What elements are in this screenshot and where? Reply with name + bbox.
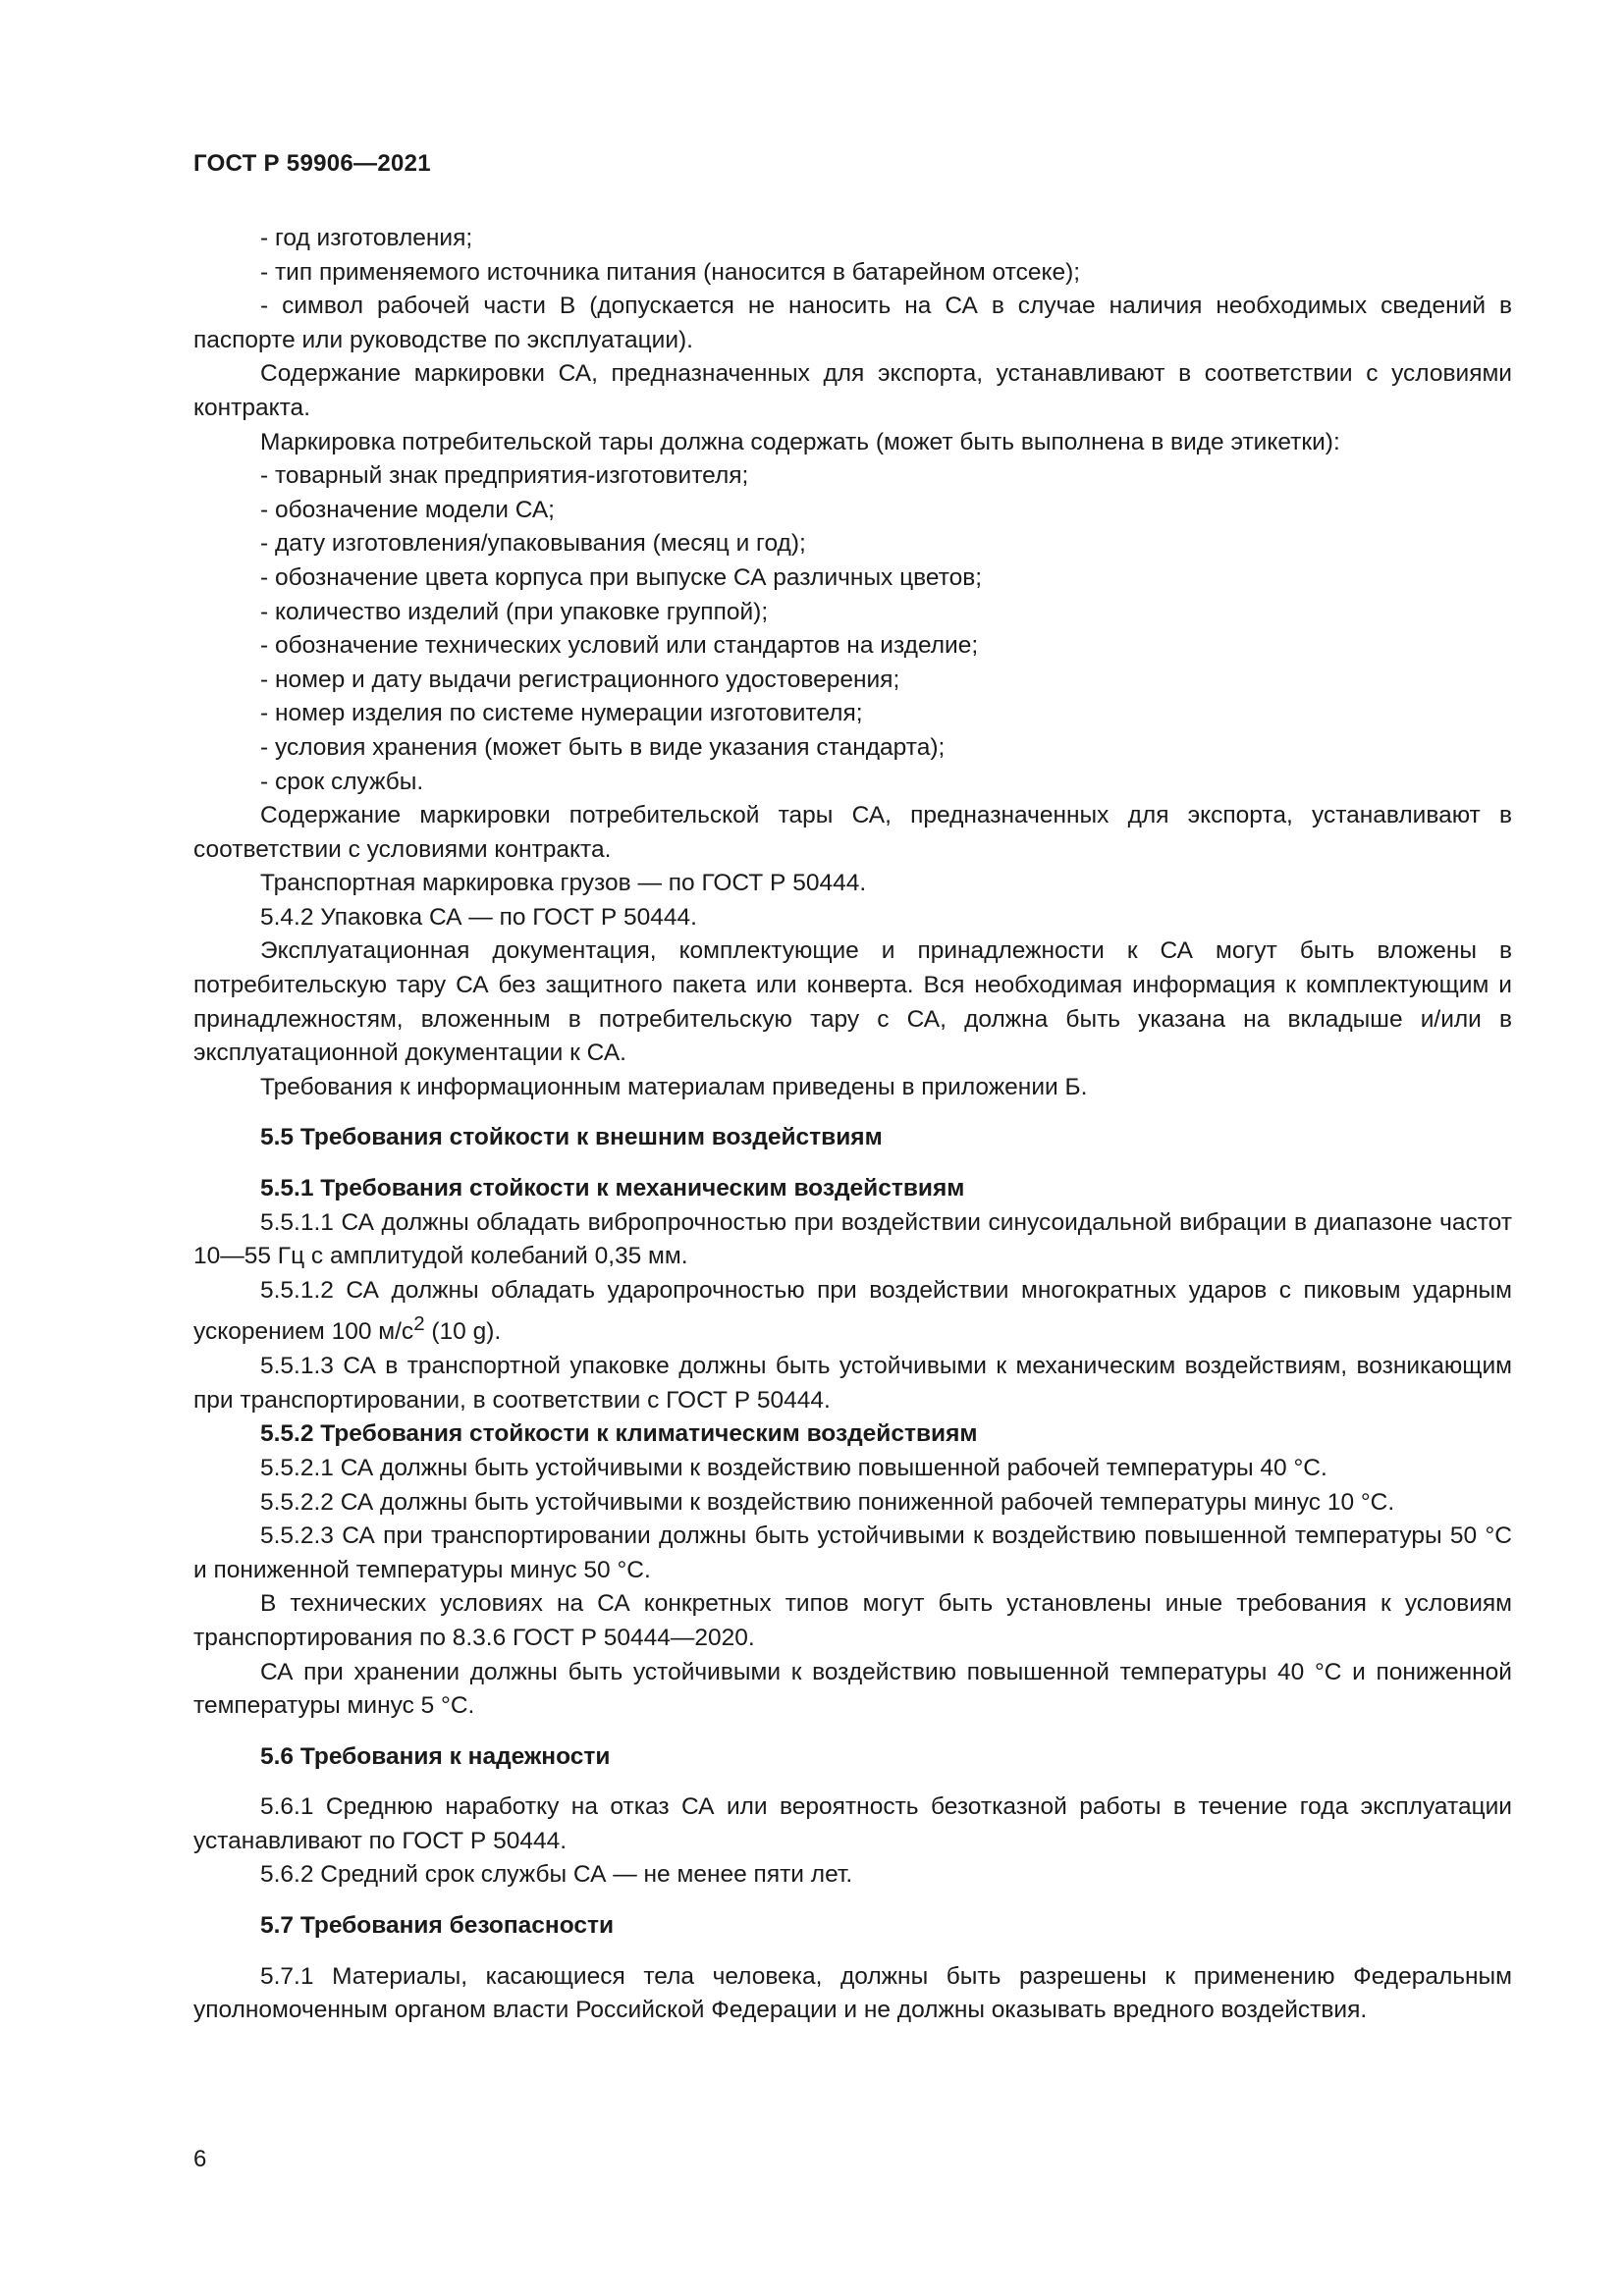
list-item: - тип применяемого источника питания (наносится в батарейном отсеке); xyxy=(260,258,1081,286)
superscript: 2 xyxy=(413,1313,425,1336)
paragraph: 5.4.2 Упаковка СА — по ГОСТ Р 50444. xyxy=(260,903,697,931)
list-item: - год изготовления; xyxy=(260,225,473,251)
paragraph: Маркировка потребительской тары должна содержать (может быть выполнена в виде этикетки): xyxy=(260,428,1340,455)
paragraph xyxy=(193,1274,1512,1350)
list-item: - количество изделий (при упаковке группой); xyxy=(260,598,769,625)
paragraph: 5.7.1 Материалы, касающиеся тела человека, должны быть разрешены к применению Федеральным уполномоченным органом власти Российской Федерации и не должны оказывать вредного воздействия. xyxy=(193,1962,1512,2024)
paragraph: СА при хранении должны быть устойчивыми к воздействию повышенной температуры 40 °С и пониженной температуры минус 5 °С. xyxy=(193,1658,1512,1720)
paragraph: Транспортная маркировка грузов — по ГОСТ Р 50444. xyxy=(260,870,867,897)
section-heading-5-5-1: 5.5.1 Требования стойкости к механическим воздействиям xyxy=(260,1175,965,1202)
section-heading-5-7: 5.7 Требования безопасности xyxy=(260,1912,615,1940)
list-item: - обозначение технических условий или стандартов на изделие; xyxy=(260,632,979,660)
section-heading-5-5-2: 5.5.2 Требования стойкости к климатическим воздействиям xyxy=(260,1420,978,1448)
list-item: - символ рабочей части B (допускается не наносить на СА в случае наличия необходимых сведений в паспорте или руководстве по эксплуатации). xyxy=(193,293,1512,353)
list-item: - номер и дату выдачи регистрационного удостоверения; xyxy=(260,666,900,693)
paragraph: 5.5.2.3 СА при транспортировании должны быть устойчивыми к воздействию повышенной температуры 50 °С и пониженной температуры минус 50 °С. xyxy=(193,1522,1512,1583)
paragraph: Эксплуатационная документация, комплектующие и принадлежности к СА могут быть вложены в потребительскую тару СА без защитного пакета или конверта. Вся необходимая информация к комплектующим и принадлежностям, вложенным в потребительскую тару с СА, должна быть указана на вкладыше и/или в эксплуатационной документации к СА. xyxy=(193,937,1512,1067)
paragraph-text: 5.5.1.2 СА должны обладать ударопрочностью при воздействии многократных ударов с пиковым ударным ускорением 100 м/с xyxy=(193,1276,1512,1346)
paragraph-text: (10 g). xyxy=(424,1318,502,1346)
list-item: - срок службы. xyxy=(260,768,424,795)
paragraph: 5.6.1 Среднюю наработку на отказ СА или вероятность безотказной работы в течение года эксплуатации устанавливают по ГОСТ Р 50444. xyxy=(193,1793,1512,1854)
list-item: - товарный знак предприятия-изготовителя; xyxy=(260,462,749,490)
paragraph: В технических условиях на СА конкретных типов могут быть установлены иные требования к условиям транспортирования по 8.3.6 ГОСТ Р 50444—2020. xyxy=(193,1590,1512,1651)
list-item: - обозначение цвета корпуса при выпуске СА различных цветов; xyxy=(260,563,983,591)
document-body xyxy=(193,222,1512,2028)
paragraph: Содержание маркировки СА, предназначенных для экспорта, устанавливают в соответствии с условиями контракта. xyxy=(193,360,1512,421)
page-number: 6 xyxy=(193,2146,207,2172)
section-heading-5-5: 5.5 Требования стойкости к внешним воздействиям xyxy=(260,1124,883,1151)
paragraph: 5.6.2 Средний срок службы СА — не менее пяти лет. xyxy=(260,1861,853,1889)
document-header: ГОСТ Р 59906—2021 xyxy=(193,150,431,177)
list-item: - номер изделия по системе нумерации изготовителя; xyxy=(260,700,863,727)
paragraph: Содержание маркировки потребительской тары СА, предназначенных для экспорта, устанавливают в соответствии с условиями контракта. xyxy=(193,802,1512,863)
paragraph: 5.5.2.2 СА должны быть устойчивыми к воздействию пониженной рабочей температуры минус 10 °С. xyxy=(260,1488,1395,1516)
section-heading-5-6: 5.6 Требования к надежности xyxy=(260,1742,611,1770)
paragraph: Требования к информационным материалам приведены в приложении Б. xyxy=(260,1073,1088,1100)
paragraph: 5.5.1.3 СА в транспортной упаковке должны быть устойчивыми к механическим воздействиям, возникающим при транспортировании, в соответствии с ГОСТ Р 50444. xyxy=(193,1353,1512,1414)
list-item: - дату изготовления/упаковывания (месяц и год); xyxy=(260,530,806,558)
paragraph: 5.5.1.1 СА должны обладать вибропрочностью при воздействии синусоидальной вибрации в диапазоне частот 10—55 Гц с амплитудой колебаний 0,35 мм. xyxy=(193,1208,1512,1270)
list-item: - условия хранения (может быть в виде указания стандарта); xyxy=(260,733,946,761)
paragraph: 5.5.2.1 СА должны быть устойчивыми к воздействию повышенной рабочей температуры 40 °С. xyxy=(260,1454,1327,1481)
list-item: - обозначение модели СА; xyxy=(260,496,555,523)
